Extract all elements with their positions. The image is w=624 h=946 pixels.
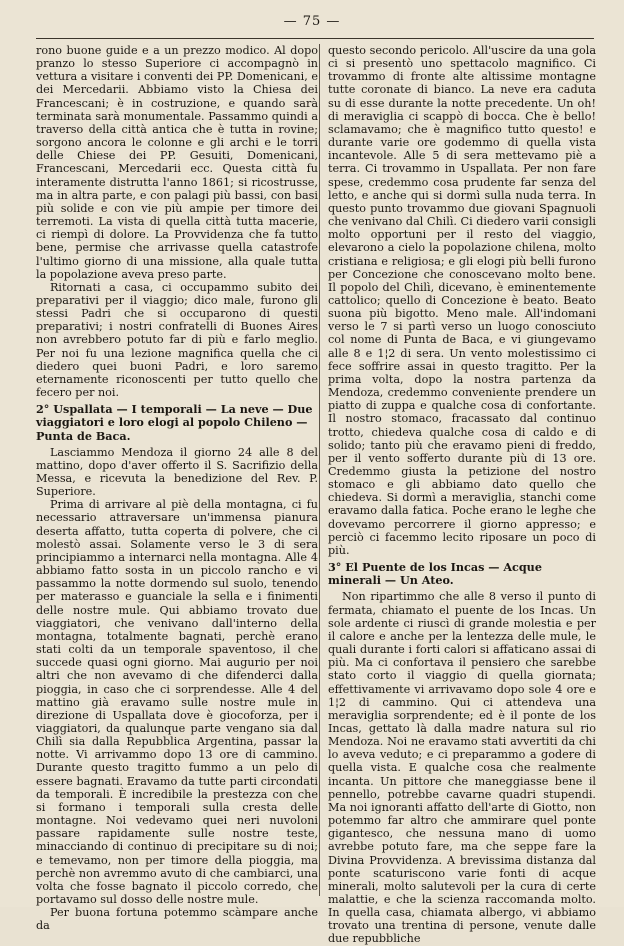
paragraph: Ritornati a casa, ci occupammo subito dei preparativi per il viaggio; dico male, furono gli stessi Padri che si occuparono di questi preparativi; i nostri confratelli di Buones Aires non avrebbero potuto far di più e farlo meglio. Per noi fu una lezione magnifica quella che ci diedero quei buoni Padri, e loro saremo eternamente riconoscenti per tutto quello che fecero per noi. [36, 280, 318, 400]
paragraph: rono buone guide e a un prezzo modico. Al dopo pranzo lo stesso Superiore ci accompagnò in vettura a visitare i conventi dei PP. Domenicani, e dei Mercedarii. Abbiamo visto la Chiesa dei Francescani; è in costruzione, e quando sarà terminata sarà monumentale. Passammo quindi a traverso della città antica che è tutta in rovine; sorgono ancora le colonne e gli archi e le torri delle Chiese dei PP. Gesuiti, Domenicani, Francescani, Mercedarii ecc. Questa città fu interamente distrutta l'anno 1861; si ricostrusse, ma in altra parte, e con palagi più bassi, con basi più solide e con vie più ampie per timore dei terremoti. La vista di quella città tutta macerie, ci riempì di dolore. La Provvidenza che fa tutto bene, permise che arrivasse quella catastrofe l'ultimo giorno di una missione, alla quale tutta la popolazione aveva preso parte. [36, 44, 318, 281]
column-divider [319, 44, 320, 896]
paragraph: Non ripartimmo che alle 8 verso il punto di fermata, chiamato el puente de los Incas. Un sole ardente ci riuscì di grande molestia e per il calore e anche per la lentezza delle mule, le quali durante i forti calori si affaticano assai di più. Ma ci confortava il pensiero che sarebbe stato corto il viaggio di quella giornata; effettivamente vi arrivavamo dopo sole 4 ore e 1¦2 di cammino. Qui ci attendeva una meraviglia sorprendente; ed è il ponte de los Incas, gettato là dalla madre natura sul rio Mendoza. Noi ne eravamo stati avvertiti da chi lo aveva veduto; e ci preparammo a godere di quella vista. E qualche cosa che realmente incanta. Un pittore che maneggiasse bene il pennello, potrebbe cavarne quadri stupendi. Ma noi ignoranti affatto dell'arte di Giotto, non potemmo far altro che ammirare quel ponte gigantesco, che nessuna mano di uomo avrebbe potuto fare, ma che seppe fare la Divina Provvidenza. A brevissima distanza dal ponte scaturiscono varie fonti di acque minerali, molto salutevoli per la cura di certe malattie, e che la scienza raccomanda molto. In quella casa, chiamata albergo, vi abbiamo trovato una trentina di persone, venute dalle due repubbliche [328, 590, 596, 946]
paragraph: questo secondo pericolo. All'uscire da una gola ci si presentò uno spettacolo magnifico. Ci trovammo di fronte alte altissime montagne tutte coronate di bianco. La neve era caduta su di esse durante la notte precedente. Un oh! di meraviglia ci scappò di bocca. Che è bello! sclamavamo; che è magnifico tutto questo! e durante varie ore godemmo di quella vista incantevole. Alle 5 di sera mettevamo piè a terra. Ci trovammo in Uspallata. Per non fare spese, credemmo cosa prudente far senza del letto, e anche qui si dormì sulla nuda terra. In questo punto trovammo due giovani Spagnuoli che venivano dal Chilì. Ci diedero varii consigli molto opportuni per il resto del viaggio, elevarono a cielo la popolazione chilena, molto cristiana e religiosa; e gli elogi più belli furono per Concezione che conoscevano molto bene. Il popolo del Chilì, dicevano, è eminentemente cattolico; quello di Concezione è beato. Beato suona più bigotto. Meno male. All'indomani verso le 7 si partì verso un luogo conosciuto col nome di Punta de Baca, e vi giungevamo alle 8 e 1¦2 di sera. Un vento molestissimo ci fece soffrire assai in questo tragitto. Per la prima volta, dopo la nostra partenza da Mendoza, credemmo conveniente prendere un piatto di zuppa e qualche cosa di confortante. Il nostro stomaco, fracassato dal continuo trotto, chiedeva qualche cosa di caldo e di solido; tanto più che eravamo pieni di freddo, per il vento sofferto durante più di 13 ore. Credemmo giusta la petizione del nostro stomaco e gli abbiamo dato quello che chiedeva. Si dormì a meraviglia, stanchi come eravamo dalla fatica. Poche erano le leghe che dovevamo percorrere il giorno appresso; e perciò ci facemmo lecito riposare un poco di più. [328, 44, 596, 557]
section-heading: 3° El Puente de los Incas — Acque minerali — Un Ateo. [328, 560, 542, 588]
left-column [36, 44, 318, 932]
paragraph: Per buona fortuna potemmo scàmpare anche da [36, 906, 318, 933]
paragraph: Lasciammo Mendoza il giorno 24 alle 8 del mattino, dopo d'aver offerto il S. Sacrifizio della Messa, e ricevuta la benedizione del Rev. P. Superiore. [36, 445, 318, 499]
right-column [328, 44, 596, 946]
paragraph: Prima di arrivare al piè della montagna, ci fu necessario attraversare un'immensa pianura deserta affatto, tutta coperta di polvere, che ci molestò assai. Solamente verso le 3 di sera principiammo a internarci nella montagna. Alle 4 abbiamo fatto sosta in un piccolo rancho e vi passammo la notte dormendo sul suolo, tenendo per materasso e guanciale la sella e i finimenti delle nostre mule. Qui abbiamo trovato due viaggiatori, che venivano dall'interno della montagna, totalmente bagnati, perchè erano stati colti da un temporale spaventoso, il che succede quasi ogni giorno. Mai augurio per noi altri che non avevamo di che difenderci dalla pioggia, in caso che ci sorprendesse. Alle 4 del mattino già eravamo sulle nostre mule in direzione di Uspallata dove è giocoforza, per i viaggiatori, da qualunque parte vengano sia dal Chilì sia dalla Repubblica Argentina, passar la notte. Vi arrivammo dopo 13 ore di cammino. Durante questo tragitto fummo a un pelo di essere bagnati. Eravamo da tutte parti circondati da temporali. È incredibile la prestezza con che si formano i temporali sulla cresta delle montagne. Noi vedevamo quei neri nuvoloni passare rapidamente sulle nostre teste, minacciando di continuo di precipitare su di noi; e temevamo, non per timore della pioggia, ma perchè non avremmo avuto di che cambiarci, una volta che fosse bagnato il piccolo corredo, che portavamo sul dosso delle nostre mule. [36, 498, 318, 906]
section-heading: 2° Uspallata — I temporali — La neve — Due viaggiatori e loro elogi al popolo Chileno — Punta de Baca. [36, 402, 313, 443]
page-number: — 75 — [283, 14, 341, 29]
header-rule [36, 38, 594, 39]
